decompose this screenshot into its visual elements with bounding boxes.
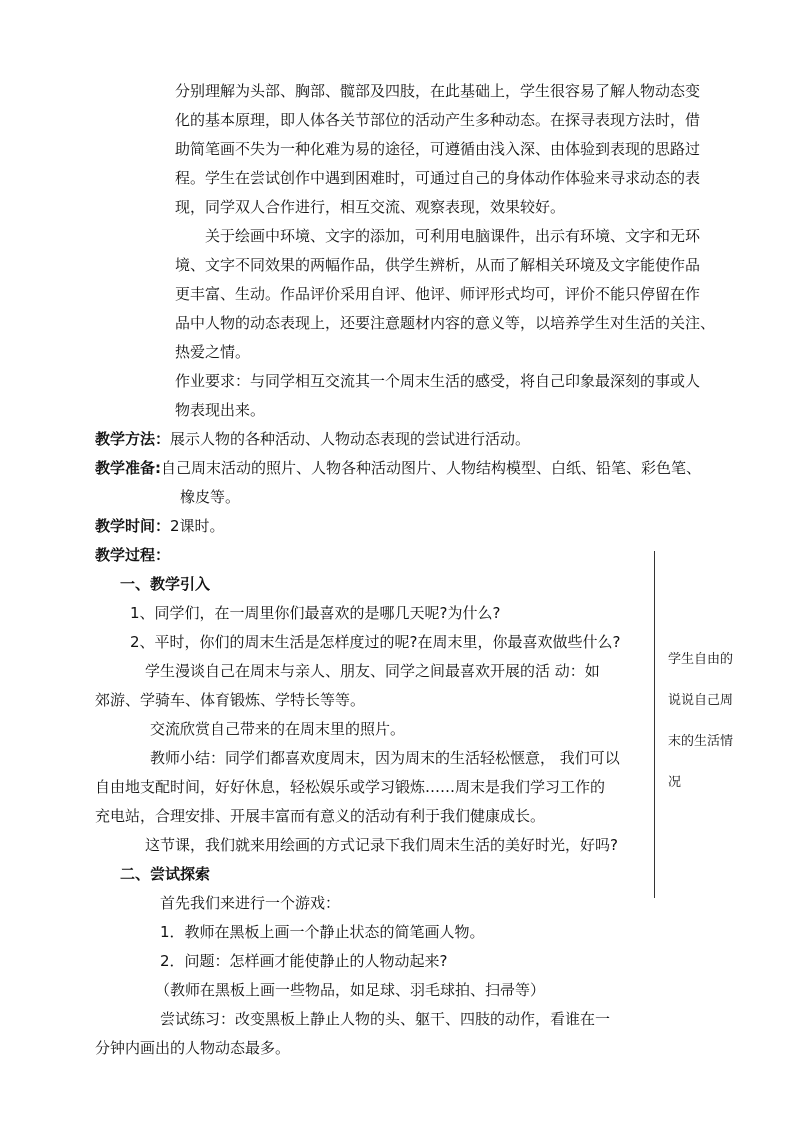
section1-line: 充电站，合理安排、开展丰富而有意义的活动有利于我们健康成长。 — [95, 807, 546, 825]
homework-line: 作业要求：与同学相互交流其一个周末生活的感受，将自己印象最深刻的事或人 — [175, 372, 701, 390]
time-label: 教学时间： — [95, 517, 171, 535]
side-note-line: 末的生活情 — [668, 734, 734, 749]
section2-line: （教师在黑板上画一些物品，如足球、羽毛球拍、扫帚等） — [155, 981, 546, 999]
prep-text-cont: 橡皮等。 — [180, 488, 241, 506]
side-note-line: 学生自由的 — [668, 652, 734, 667]
intro-line: 程。学生在尝试创作中遇到困难时，可通过自己的身体动作体验来寻求动态的表 — [175, 169, 701, 187]
intro-line: 品中人物的动态表现上，还要注意题材内容的意义等，以培养学生对生活的关注、 — [175, 314, 716, 332]
intro-line: 现，同学双人合作进行，相互交流、观察表现，效果较好。 — [175, 198, 566, 216]
method-text: 展示人物的各种活动、人物动态表现的尝试进行活动。 — [170, 430, 531, 448]
section1-line: 教师小结：同学们都喜欢度周末，因为周末的生活轻松惬意， 我们可以 — [150, 749, 620, 767]
intro-line: 热爱之情。 — [175, 343, 251, 361]
time-row — [95, 516, 225, 536]
section1-line: 2、平时，你们的周末生活是怎样度过的呢?在周末里，你最喜欢做些什么? — [130, 633, 621, 651]
section1-line: 这节课，我们就来用绘画的方式记录下我们周末生活的美好时光，好吗? — [145, 836, 618, 854]
intro-line: 关于绘画中环境、文字的添加，可利用电脑课件，出示有环境、文字和无环 — [205, 227, 701, 245]
time-text: 2课时。 — [170, 517, 225, 535]
homework-line: 物表现出来。 — [175, 401, 266, 419]
prep-label: 教学准备: — [95, 459, 161, 477]
section2-line: 分钟内画出的人物动态最多。 — [95, 1039, 291, 1057]
section1-line: 自由地支配时间，好好休息，轻松娱乐或学习锻炼……周末是我们学习工作的 — [95, 778, 606, 796]
method-label: 教学方法： — [95, 430, 171, 448]
side-note-line: 况 — [668, 775, 682, 790]
side-column-divider — [654, 551, 655, 898]
section2-line: 首先我们来进行一个游戏： — [160, 894, 341, 912]
process-label: 教学过程： — [95, 546, 171, 564]
intro-line: 境、文字不同效果的两幅作品，供学生辨析，从而了解相关环境及文字能使作品 — [175, 256, 701, 274]
section2-line: 1．教师在黑板上画一个静止状态的简笔画人物。 — [160, 923, 485, 941]
section-title: 一、教学引入 — [120, 575, 211, 593]
prep-text: 自己周末活动的照片、人物各种活动图片、人物结构模型、白纸、铅笔、彩色笔、 — [161, 459, 702, 477]
section1-line: 交流欣赏自己带来的在周末里的照片。 — [150, 720, 406, 738]
intro-line: 更丰富、生动。作品评价采用自评、他评、师评形式均可，评价不能只停留在作 — [175, 285, 701, 303]
prep-row — [95, 458, 701, 478]
intro-line: 助简笔画不失为一种化难为易的途径，可遵循由浅入深、由体验到表现的思路过 — [175, 140, 701, 158]
section2-line: 2．问题：怎样画才能使静止的人物动起来? — [160, 952, 448, 970]
section1-line: 1、同学们，在一周里你们最喜欢的是哪几天呢?为什么? — [130, 604, 501, 622]
section2-line: 尝试练习：改变黑板上静止人物的头、躯干、四肢的动作，看谁在一 — [160, 1010, 611, 1028]
section1-line: 郊游、学骑车、体育锻炼、学特长等等。 — [95, 691, 366, 709]
side-note-line: 说说自己周 — [668, 693, 734, 708]
intro-line: 分别理解为头部、胸部、髋部及四肢，在此基础上，学生很容易了解人物动态变 — [175, 82, 701, 100]
section-title: 二、尝试探索 — [120, 865, 211, 883]
intro-line: 化的基本原理，即人体各关节部位的活动产生多种动态。在探寻表现方法时，借 — [175, 111, 701, 129]
method-row — [95, 429, 530, 449]
section1-line: 学生漫谈自己在周末与亲人、朋友、同学之间最喜欢开展的活 动：如 — [145, 662, 600, 680]
